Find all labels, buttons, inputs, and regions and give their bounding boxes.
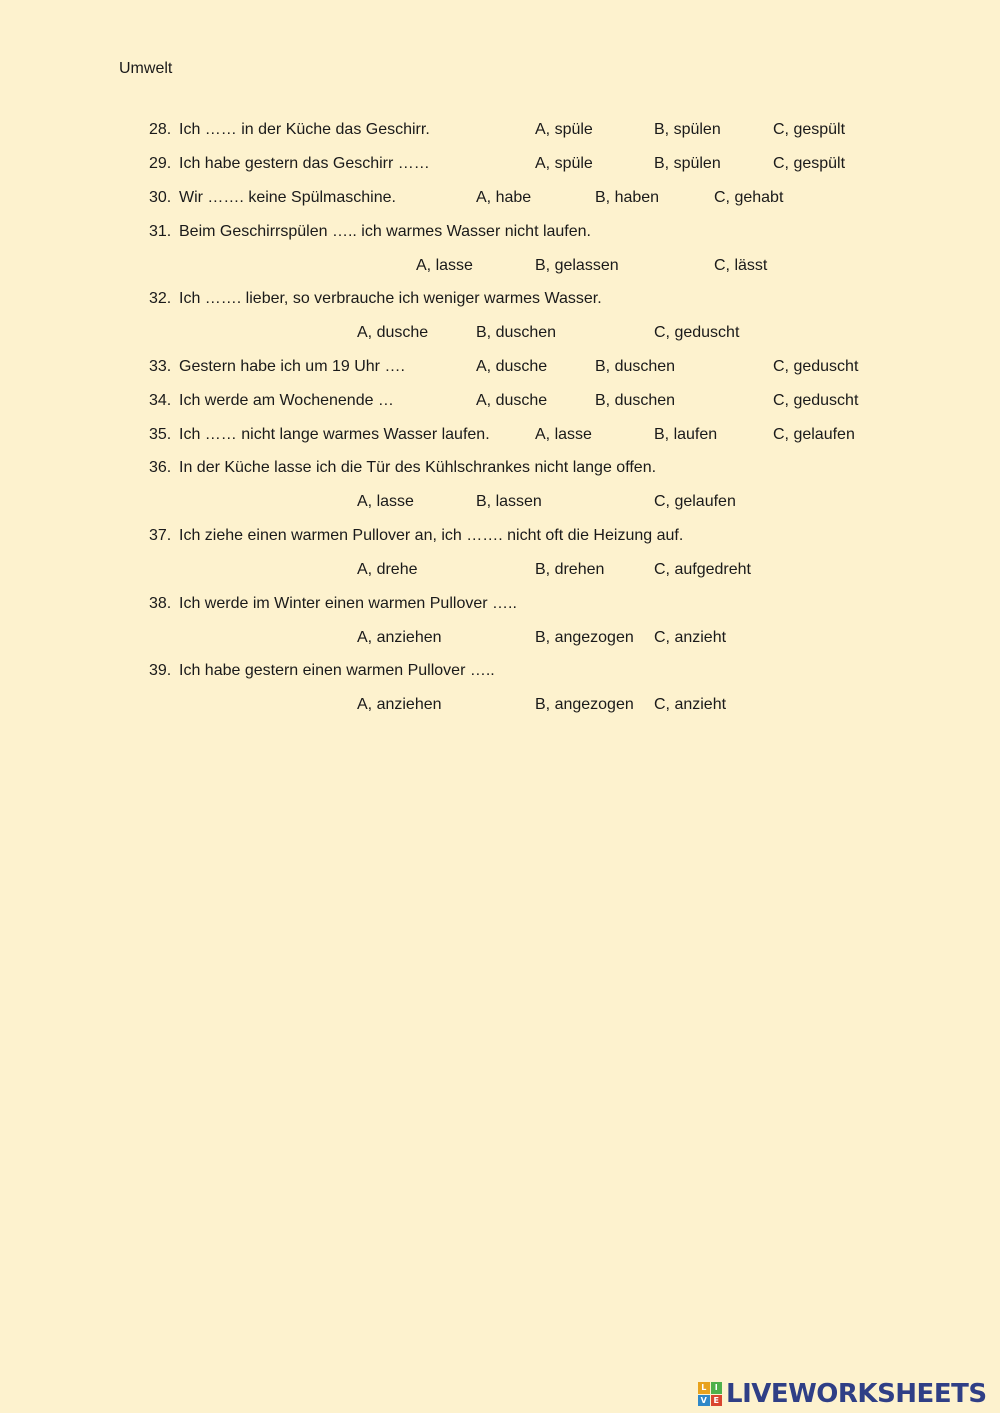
question-text: Ich habe gestern das Geschirr …… bbox=[179, 155, 430, 172]
question-number: 36. bbox=[149, 459, 172, 476]
option-a: A, lasse bbox=[535, 426, 592, 443]
option-c: C, gespült bbox=[773, 121, 846, 138]
question-number: 33. bbox=[149, 358, 172, 375]
question-text: Ich werde im Winter einen warmen Pullover ….. bbox=[179, 595, 517, 612]
option-a: A, lasse bbox=[357, 493, 414, 510]
option-c: C, gelaufen bbox=[654, 493, 736, 510]
question-number: 29. bbox=[149, 155, 172, 172]
question-text: Ich werde am Wochenende … bbox=[179, 392, 394, 409]
logo-mark-e: E bbox=[711, 1395, 723, 1407]
option-a: A, spüle bbox=[535, 155, 593, 172]
option-a: A, lasse bbox=[416, 257, 473, 274]
option-a: A, dusche bbox=[357, 324, 429, 341]
option-b: B, duschen bbox=[595, 392, 676, 409]
option-c: C, anzieht bbox=[654, 629, 727, 646]
question-text: Beim Geschirrspülen ….. ich warmes Wasser nicht laufen. bbox=[179, 223, 591, 240]
option-b: B, lassen bbox=[476, 493, 542, 510]
question-text: In der Küche lasse ich die Tür des Kühlschrankes nicht lange offen. bbox=[179, 459, 657, 476]
question-number: 39. bbox=[149, 662, 172, 679]
option-b: B, drehen bbox=[535, 561, 605, 578]
option-c: C, lässt bbox=[714, 257, 768, 274]
option-c: C, gespült bbox=[773, 155, 846, 172]
logo-mark-i: I bbox=[711, 1382, 723, 1394]
question-number: 30. bbox=[149, 189, 172, 206]
option-c: C, geduscht bbox=[773, 358, 859, 375]
question-text: Ich …… nicht lange warmes Wasser laufen. bbox=[179, 426, 490, 443]
option-b: B, spülen bbox=[654, 121, 721, 138]
option-c: C, gelaufen bbox=[773, 426, 855, 443]
logo-mark-icon bbox=[698, 1382, 722, 1406]
option-c: C, anzieht bbox=[654, 696, 727, 713]
option-a: A, dusche bbox=[476, 358, 548, 375]
question-text: Ich …… in der Küche das Geschirr. bbox=[179, 121, 430, 138]
option-b: B, angezogen bbox=[535, 696, 634, 713]
option-a: A, habe bbox=[476, 189, 532, 206]
option-c: C, geduscht bbox=[654, 324, 740, 341]
liveworksheets-logo bbox=[698, 1378, 987, 1410]
page-heading: Umwelt bbox=[119, 60, 173, 77]
option-b: B, haben bbox=[595, 189, 660, 206]
option-a: A, anziehen bbox=[357, 629, 442, 646]
option-a: A, spüle bbox=[535, 121, 593, 138]
logo-text: LIVEWORKSHEETS bbox=[726, 1379, 987, 1409]
option-b: B, duschen bbox=[476, 324, 557, 341]
logo-mark-v: V bbox=[698, 1395, 710, 1407]
question-number: 35. bbox=[149, 426, 172, 443]
question-number: 31. bbox=[149, 223, 172, 240]
option-b: B, duschen bbox=[595, 358, 676, 375]
question-text: Ich habe gestern einen warmen Pullover ….. bbox=[179, 662, 495, 679]
option-b: B, laufen bbox=[654, 426, 718, 443]
question-text: Wir ……. keine Spülmaschine. bbox=[179, 189, 396, 206]
question-number: 38. bbox=[149, 595, 172, 612]
question-number: 28. bbox=[149, 121, 172, 138]
option-b: B, gelassen bbox=[535, 257, 619, 274]
option-c: C, gehabt bbox=[714, 189, 784, 206]
logo-mark-l: L bbox=[698, 1382, 710, 1394]
option-a: A, dusche bbox=[476, 392, 548, 409]
option-b: B, angezogen bbox=[535, 629, 634, 646]
option-c: C, geduscht bbox=[773, 392, 859, 409]
question-number: 34. bbox=[149, 392, 172, 409]
question-number: 32. bbox=[149, 290, 172, 307]
option-a: A, anziehen bbox=[357, 696, 442, 713]
option-b: B, spülen bbox=[654, 155, 721, 172]
option-c: C, aufgedreht bbox=[654, 561, 751, 578]
question-text: Ich ziehe einen warmen Pullover an, ich ……. nicht oft die Heizung auf. bbox=[179, 527, 684, 544]
question-text: Ich ……. lieber, so verbrauche ich weniger warmes Wasser. bbox=[179, 290, 602, 307]
question-number: 37. bbox=[149, 527, 172, 544]
option-a: A, drehe bbox=[357, 561, 418, 578]
question-text: Gestern habe ich um 19 Uhr …. bbox=[179, 358, 405, 375]
